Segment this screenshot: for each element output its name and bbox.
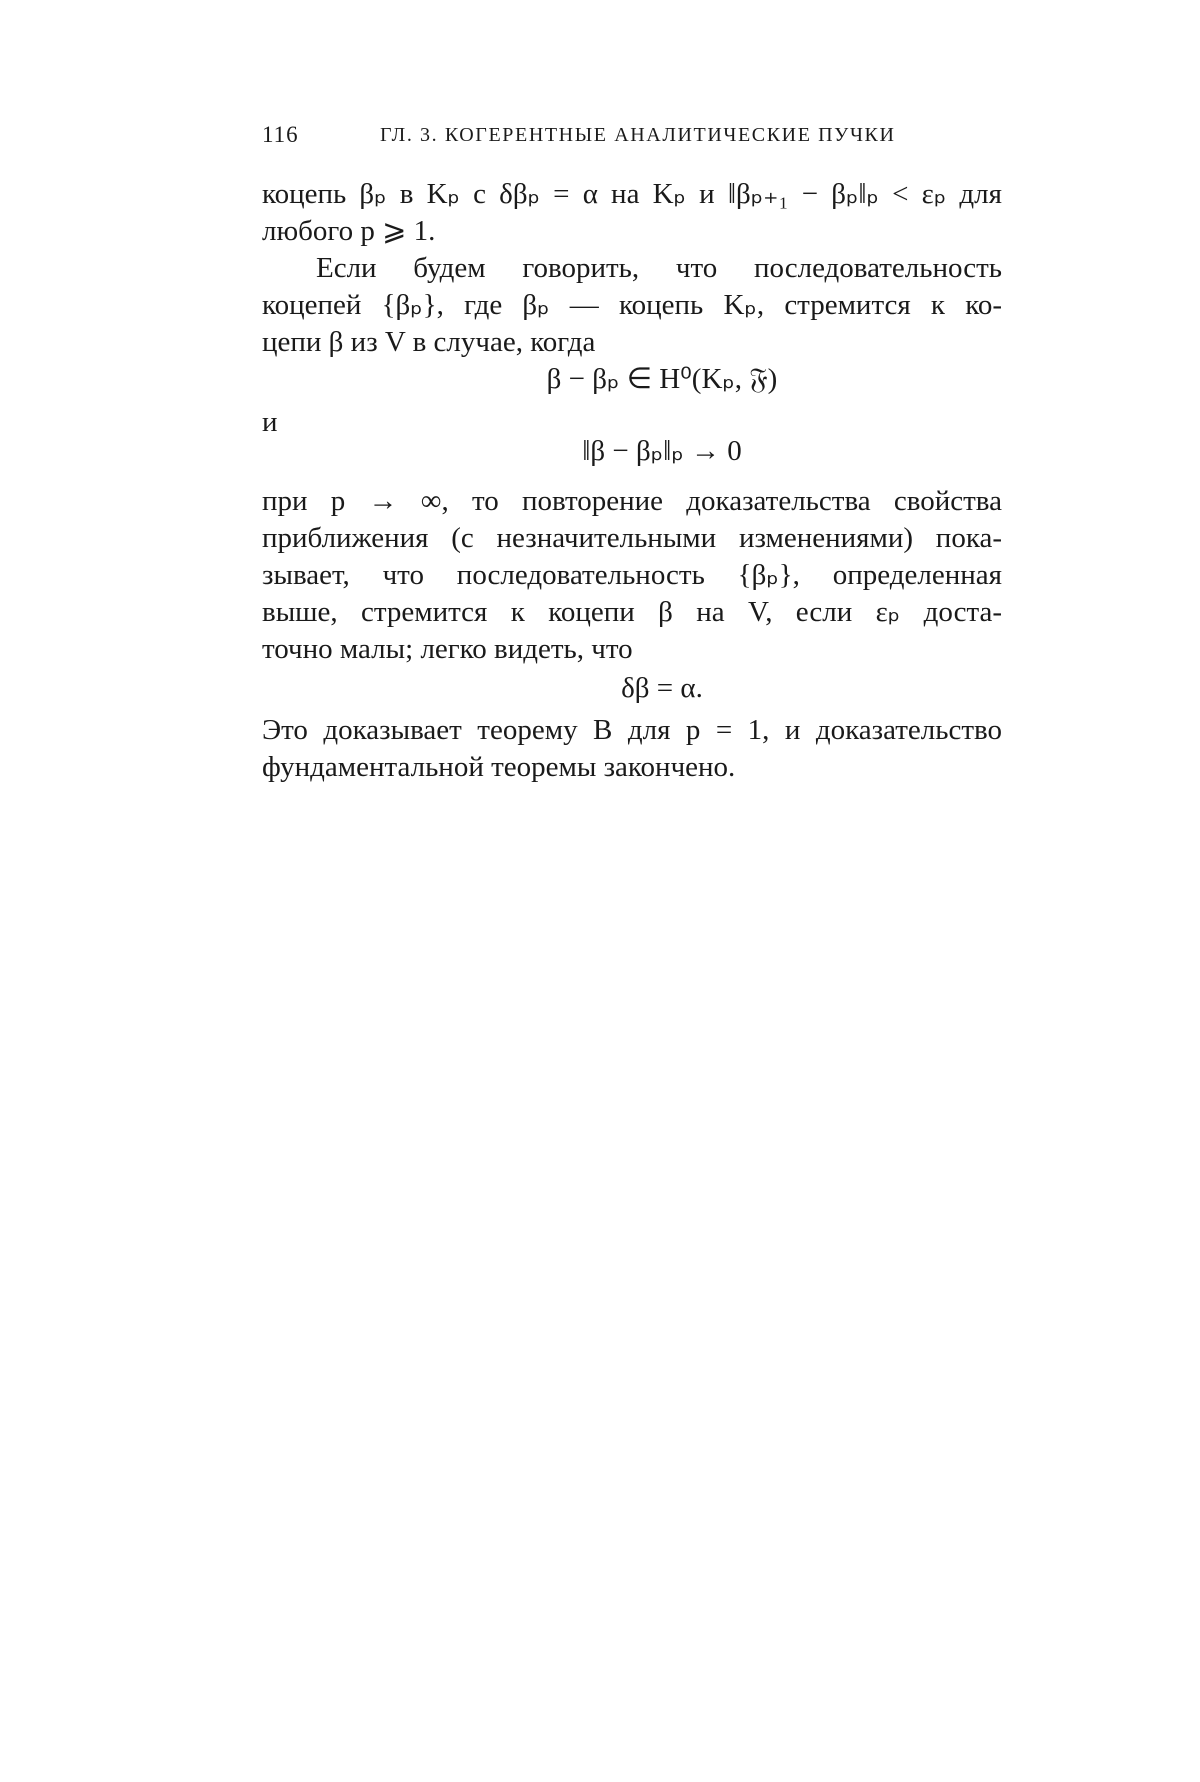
text-line-3: Если будем говорить, что последовательность bbox=[316, 252, 1002, 284]
text-line-9: выше, стремится к коцепи β на V, если εₚ доста- bbox=[262, 596, 1003, 628]
formula-membership: β − βₚ ∈ H⁰(Kₚ, 𝔉) bbox=[546, 363, 778, 395]
connector-word: и bbox=[262, 406, 278, 438]
text-line-2: любого p ⩾ 1. bbox=[262, 215, 436, 247]
text-line-12: фундаментальной теоремы закончено. bbox=[262, 751, 736, 783]
chapter-title: ГЛ. 3. КОГЕРЕНТНЫЕ АНАЛИТИЧЕСКИЕ ПУЧКИ bbox=[380, 124, 896, 146]
text-line-10: точно малы; легко видеть, что bbox=[262, 633, 633, 665]
text-line-6: при p → ∞, то повторение доказательства свойства bbox=[262, 485, 1002, 517]
text-line-7: приближения (с незначительными изменениями) пока- bbox=[262, 522, 1002, 554]
formula-coboundary: δβ = α. bbox=[621, 672, 703, 704]
running-head bbox=[262, 122, 1002, 162]
text-line-1: коцепь βₚ в Kₚ с δβₚ = α на Kₚ и ‖βₚ₊₁ − βₚ‖ₚ < εₚ для bbox=[262, 178, 1002, 210]
text-line-11: Это доказывает теорему B для p = 1, и доказательство bbox=[262, 714, 1002, 746]
formula-norm-limit: ‖β − βₚ‖ₚ → 0 bbox=[582, 435, 742, 467]
text-line-5: цепи β из V в случае, когда bbox=[262, 326, 596, 358]
text-line-4: коцепей {βₚ}, где βₚ — коцепь Kₚ, стремится к ко- bbox=[262, 289, 1002, 321]
page-number: 116 bbox=[262, 122, 299, 147]
text-line-8: зывает, что последовательность {βₚ}, определенная bbox=[262, 559, 1002, 591]
